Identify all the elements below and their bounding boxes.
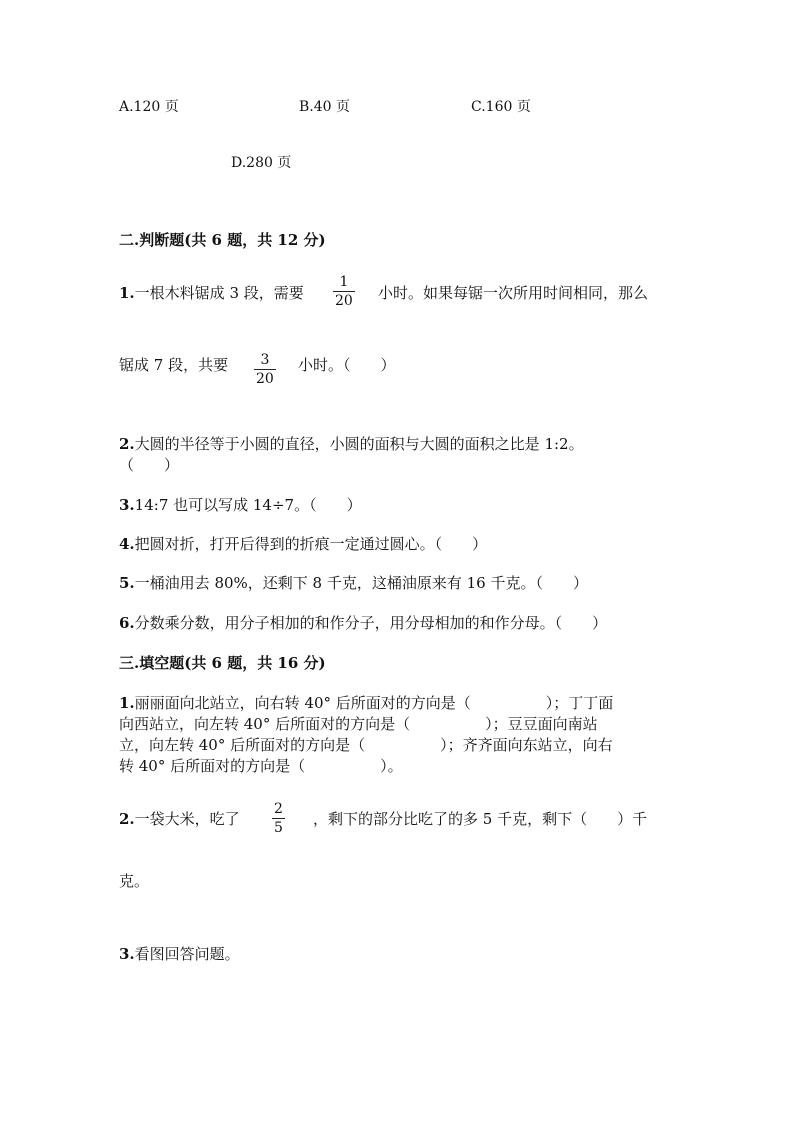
question-text: 立，向左转 40° 后所面对的方向是（ ）；齐齐面向东站立，向右 — [119, 736, 613, 754]
question-text: 锯成 7 段，共要 — [119, 356, 229, 374]
fraction-3-20 — [254, 352, 276, 387]
question-text: 大圆的半径等于小圆的直径，小圆的面积与大圆的面积之比是 1:2。 — [134, 435, 584, 453]
question-text: 小时。如果每锯一次所用时间相同，那么 — [378, 284, 649, 302]
choice-b: B.40 页 — [299, 99, 351, 115]
fraction-1-20 — [333, 274, 355, 309]
fraction-numerator: 3 — [260, 352, 270, 368]
fraction-numerator: 1 — [339, 274, 349, 290]
question-number: 3. — [119, 945, 135, 963]
question-text: 转 40° 后所面对的方向是（ ）。 — [119, 757, 403, 775]
question-text: 把圆对折，打开后得到的折痕一定通过圆心。（ ） — [134, 535, 488, 553]
question-text: 小时。（ ） — [298, 356, 396, 374]
question-number: 2. — [119, 810, 135, 828]
fill-question-3 — [119, 944, 240, 964]
question-number: 5. — [119, 574, 135, 592]
question-text: ，剩下的部分比吃了的多 5 千克，剩下（ ）千 — [313, 810, 648, 828]
question-text: 看图回答问题。 — [134, 945, 240, 963]
section-heading-fill-in: 三.填空题(共 6 题，共 16 分) — [119, 654, 326, 672]
answer-blank[interactable]: （ ） — [119, 456, 180, 474]
question-text: 分数乘分数，用分子相加的和作分子，用分母相加的和作分母。（ ） — [134, 614, 608, 632]
judgement-question-6 — [119, 613, 607, 633]
section-heading-judgement: 二.判断题(共 6 题，共 12 分) — [119, 231, 326, 249]
question-number: 3. — [119, 496, 135, 514]
question-text: 一袋大米，吃了 — [134, 810, 240, 828]
question-number: 1. — [119, 694, 135, 712]
choice-c: C.160 页 — [471, 99, 531, 115]
judgement-question-4 — [119, 534, 487, 554]
question-text: 一根木料锯成 3 段，需要 — [134, 284, 304, 302]
question-text: 向西站立，向左转 40° 后所面对的方向是（ ）；豆豆面向南站 — [119, 715, 598, 733]
fraction-denominator: 20 — [256, 371, 274, 387]
question-number: 2. — [119, 435, 135, 453]
question-text: 14:7 也可以写成 14÷7。（ ） — [134, 496, 362, 514]
question-number: 4. — [119, 535, 135, 553]
question-number: 1. — [119, 284, 135, 302]
judgement-question-3 — [119, 495, 362, 515]
question-text: 克。 — [119, 872, 150, 890]
fraction-denominator: 20 — [335, 293, 353, 309]
fraction-denominator: 5 — [274, 820, 283, 836]
choice-a: A.120 页 — [119, 99, 179, 115]
judgement-question-5 — [119, 573, 588, 593]
fraction-2-5 — [272, 801, 285, 836]
question-text: 一桶油用去 80%，还剩下 8 千克，这桶油原来有 16 千克。（ ） — [134, 574, 588, 592]
fraction-numerator: 2 — [274, 801, 283, 817]
choice-d: D.280 页 — [231, 155, 292, 171]
question-number: 6. — [119, 614, 135, 632]
question-text: 丽丽面向北站立，向右转 40° 后所面对的方向是（ ）；丁丁面 — [134, 694, 614, 712]
